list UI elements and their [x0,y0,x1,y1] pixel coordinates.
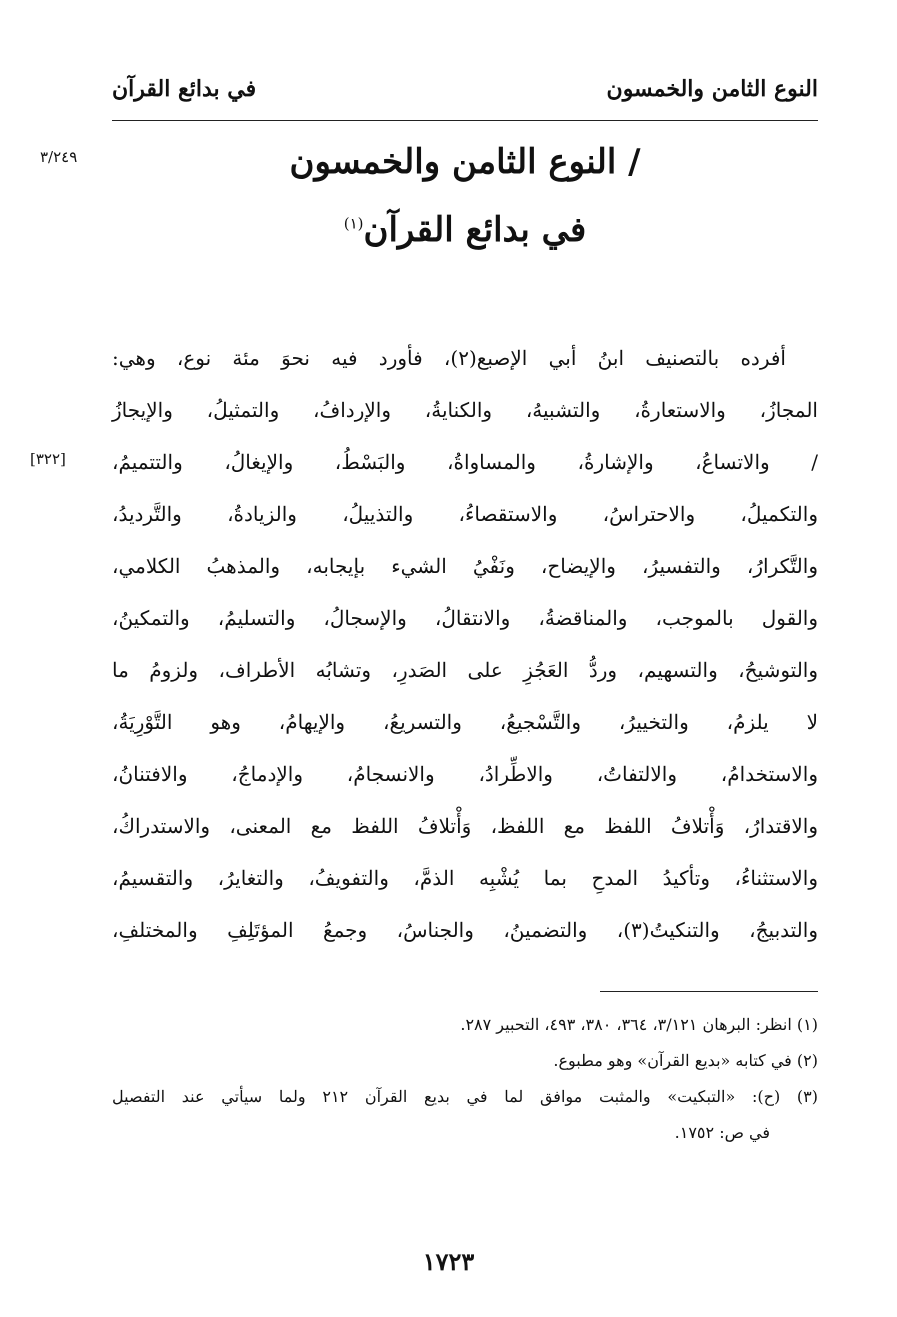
body-line: أفرده بالتصنيف ابنُ أبي الإصبع(٢)، فأورد فيه نحوَ مئة نوع، وهي: [112,346,786,370]
body-line: والتوشيحُ، والتسهيم، وردُّ العَجُزِ على الصَدرِ، وتشابُه الأطراف، ولزومُ ما [112,658,818,682]
footnotes [112,1010,818,1154]
body-line: لا يلزمُ، والتخييرُ، والتَّسْجيعُ، والتسريعُ، والإيهامُ، وهو التَّوْرِيَةُ، [112,710,818,734]
footnote-rule [600,991,818,992]
body-line: والاستثناءُ، وتأكيدُ المدحِ بما يُشْبِه الذمَّ، والتفويفُ، والتغايرُ، والتقسيمُ، [112,866,818,890]
footnote: (٢) في كتابه «بديع القرآن» وهو مطبوع. [553,1051,818,1070]
body-line: والاستخدامُ، والالتفاتُ، والاطِّرادُ، والانسجامُ، والإدماجُ، والافتنانُ، [112,762,818,786]
footnote: (١) انظر: البرهان ٣/١٢١، ٣٦٤، ٣٨٠، ٤٩٣، التحبير ٢٨٧. [460,1015,818,1034]
chapter-title: / النوع الثامن والخمسون [289,142,641,182]
body-line: / والاتساعُ، والإشارةُ، والمساواةُ، والبَسْطُ، والإيغالُ، والتتميمُ، [112,450,818,474]
body-line: والتَّكرارُ، والتفسيرُ، والإيضاح، ونَفْيُ الشيء بإيجابه، والمذهبُ الكلامي، [112,554,818,578]
footnote: (٣) (ح): «التبكيت» والمثبت موافق لما في بديع القرآن ٢١٢ ولما سيأتي عند التفصيل [112,1087,818,1106]
page-number: ١٧٢٣ [422,1247,475,1276]
body-line: والقول بالموجب، والمناقضةُ، والانتقالُ، والإسجالُ، والتسليمُ، والتمكينُ، [112,606,818,630]
margin-page-reference: [٣٢٢] [30,450,66,468]
header-rule [112,120,818,121]
body-line: والتكميلُ، والاحتراسُ، والاستقصاءُ، والتذييلُ، والزيادةُ، والتَّرديدُ، [112,502,818,526]
header-chapter-title: النوع الثامن والخمسون [606,76,818,102]
body-text [112,338,818,962]
body-line: والتدبيجُ، والتنكيتُ(٣)، والتضمينُ، والجناسُ، وجمعُ المؤتَلِفِ والمختلفِ، [112,918,818,942]
footnote-continuation: في ص: ١٧٥٢. [674,1123,770,1142]
volume-page-reference: ٣/٢٤٩ [40,148,78,166]
chapter-subtitle [112,210,818,250]
footnote-marker: (١) [343,214,364,233]
header-section-title: في بدائع القرآن [112,76,257,102]
running-header [112,72,818,118]
body-line: والاقتدارُ، وَأْتلافُ اللفظ مع اللفظ، وَأْتلافُ اللفظ مع المعنى، والاستدراكُ، [112,814,818,838]
body-line: المجازُ، والاستعارةُ، والتشبيهُ، والكنايةُ، والإردافُ، والتمثيلُ، والإيجازُ [112,398,818,422]
chapter-subtitle-text: في بدائع القرآن [363,210,587,250]
